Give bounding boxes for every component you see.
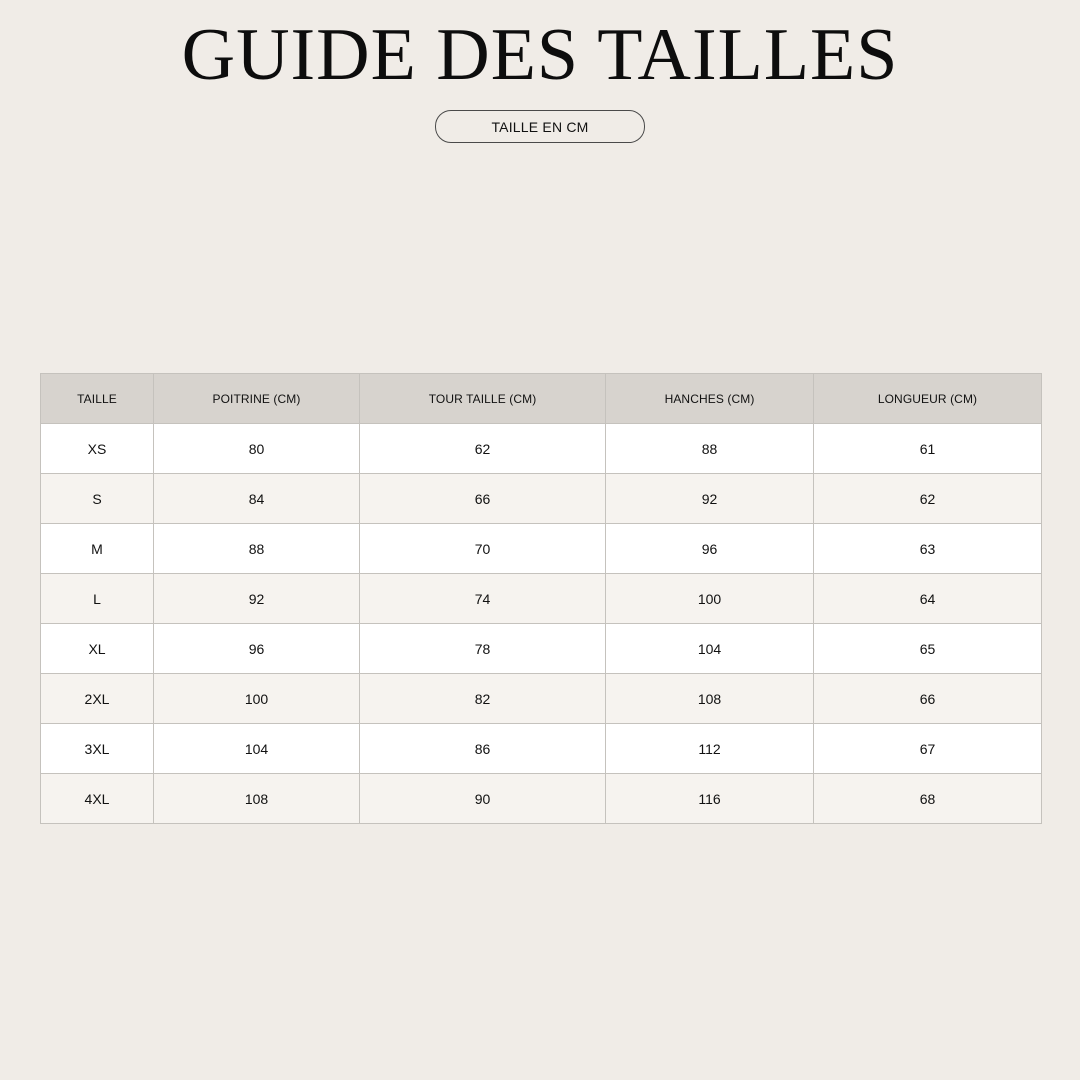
table-row xyxy=(41,474,1042,524)
cell-longueur: 67 xyxy=(814,724,1042,774)
cell-size: 2XL xyxy=(41,674,154,724)
header-longueur: LONGUEUR (CM) xyxy=(814,374,1042,424)
cell-size: S xyxy=(41,474,154,524)
header-hanches: HANCHES (CM) xyxy=(606,374,814,424)
table-header-row xyxy=(41,374,1042,424)
cell-tour-taille: 86 xyxy=(360,724,606,774)
cell-longueur: 68 xyxy=(814,774,1042,824)
cell-hanches: 100 xyxy=(606,574,814,624)
cell-longueur: 63 xyxy=(814,524,1042,574)
cell-poitrine: 108 xyxy=(154,774,360,824)
cell-poitrine: 104 xyxy=(154,724,360,774)
cell-tour-taille: 66 xyxy=(360,474,606,524)
cell-tour-taille: 70 xyxy=(360,524,606,574)
cell-longueur: 64 xyxy=(814,574,1042,624)
cell-size: XL xyxy=(41,624,154,674)
page-title: GUIDE DES TAILLES xyxy=(181,14,899,96)
cell-poitrine: 80 xyxy=(154,424,360,474)
cell-longueur: 65 xyxy=(814,624,1042,674)
cell-tour-taille: 74 xyxy=(360,574,606,624)
table-row xyxy=(41,574,1042,624)
header-tour-taille: TOUR TAILLE (CM) xyxy=(360,374,606,424)
header-taille: TAILLE xyxy=(41,374,154,424)
cell-longueur: 66 xyxy=(814,674,1042,724)
cell-longueur: 61 xyxy=(814,424,1042,474)
cell-tour-taille: 90 xyxy=(360,774,606,824)
cell-tour-taille: 82 xyxy=(360,674,606,724)
size-chart-table xyxy=(40,373,1042,824)
cell-hanches: 116 xyxy=(606,774,814,824)
cell-hanches: 88 xyxy=(606,424,814,474)
cell-hanches: 96 xyxy=(606,524,814,574)
table-row xyxy=(41,624,1042,674)
cell-size: L xyxy=(41,574,154,624)
cell-poitrine: 100 xyxy=(154,674,360,724)
unit-badge: TAILLE EN CM xyxy=(435,110,645,143)
cell-tour-taille: 78 xyxy=(360,624,606,674)
cell-longueur: 62 xyxy=(814,474,1042,524)
cell-size: 3XL xyxy=(41,724,154,774)
cell-poitrine: 96 xyxy=(154,624,360,674)
cell-hanches: 108 xyxy=(606,674,814,724)
cell-size: 4XL xyxy=(41,774,154,824)
cell-poitrine: 88 xyxy=(154,524,360,574)
table-row xyxy=(41,674,1042,724)
table-row xyxy=(41,524,1042,574)
table-row xyxy=(41,774,1042,824)
table-row xyxy=(41,724,1042,774)
cell-tour-taille: 62 xyxy=(360,424,606,474)
table-row xyxy=(41,424,1042,474)
header-poitrine: POITRINE (CM) xyxy=(154,374,360,424)
cell-hanches: 104 xyxy=(606,624,814,674)
cell-hanches: 92 xyxy=(606,474,814,524)
cell-poitrine: 92 xyxy=(154,574,360,624)
cell-size: XS xyxy=(41,424,154,474)
cell-size: M xyxy=(41,524,154,574)
cell-hanches: 112 xyxy=(606,724,814,774)
cell-poitrine: 84 xyxy=(154,474,360,524)
